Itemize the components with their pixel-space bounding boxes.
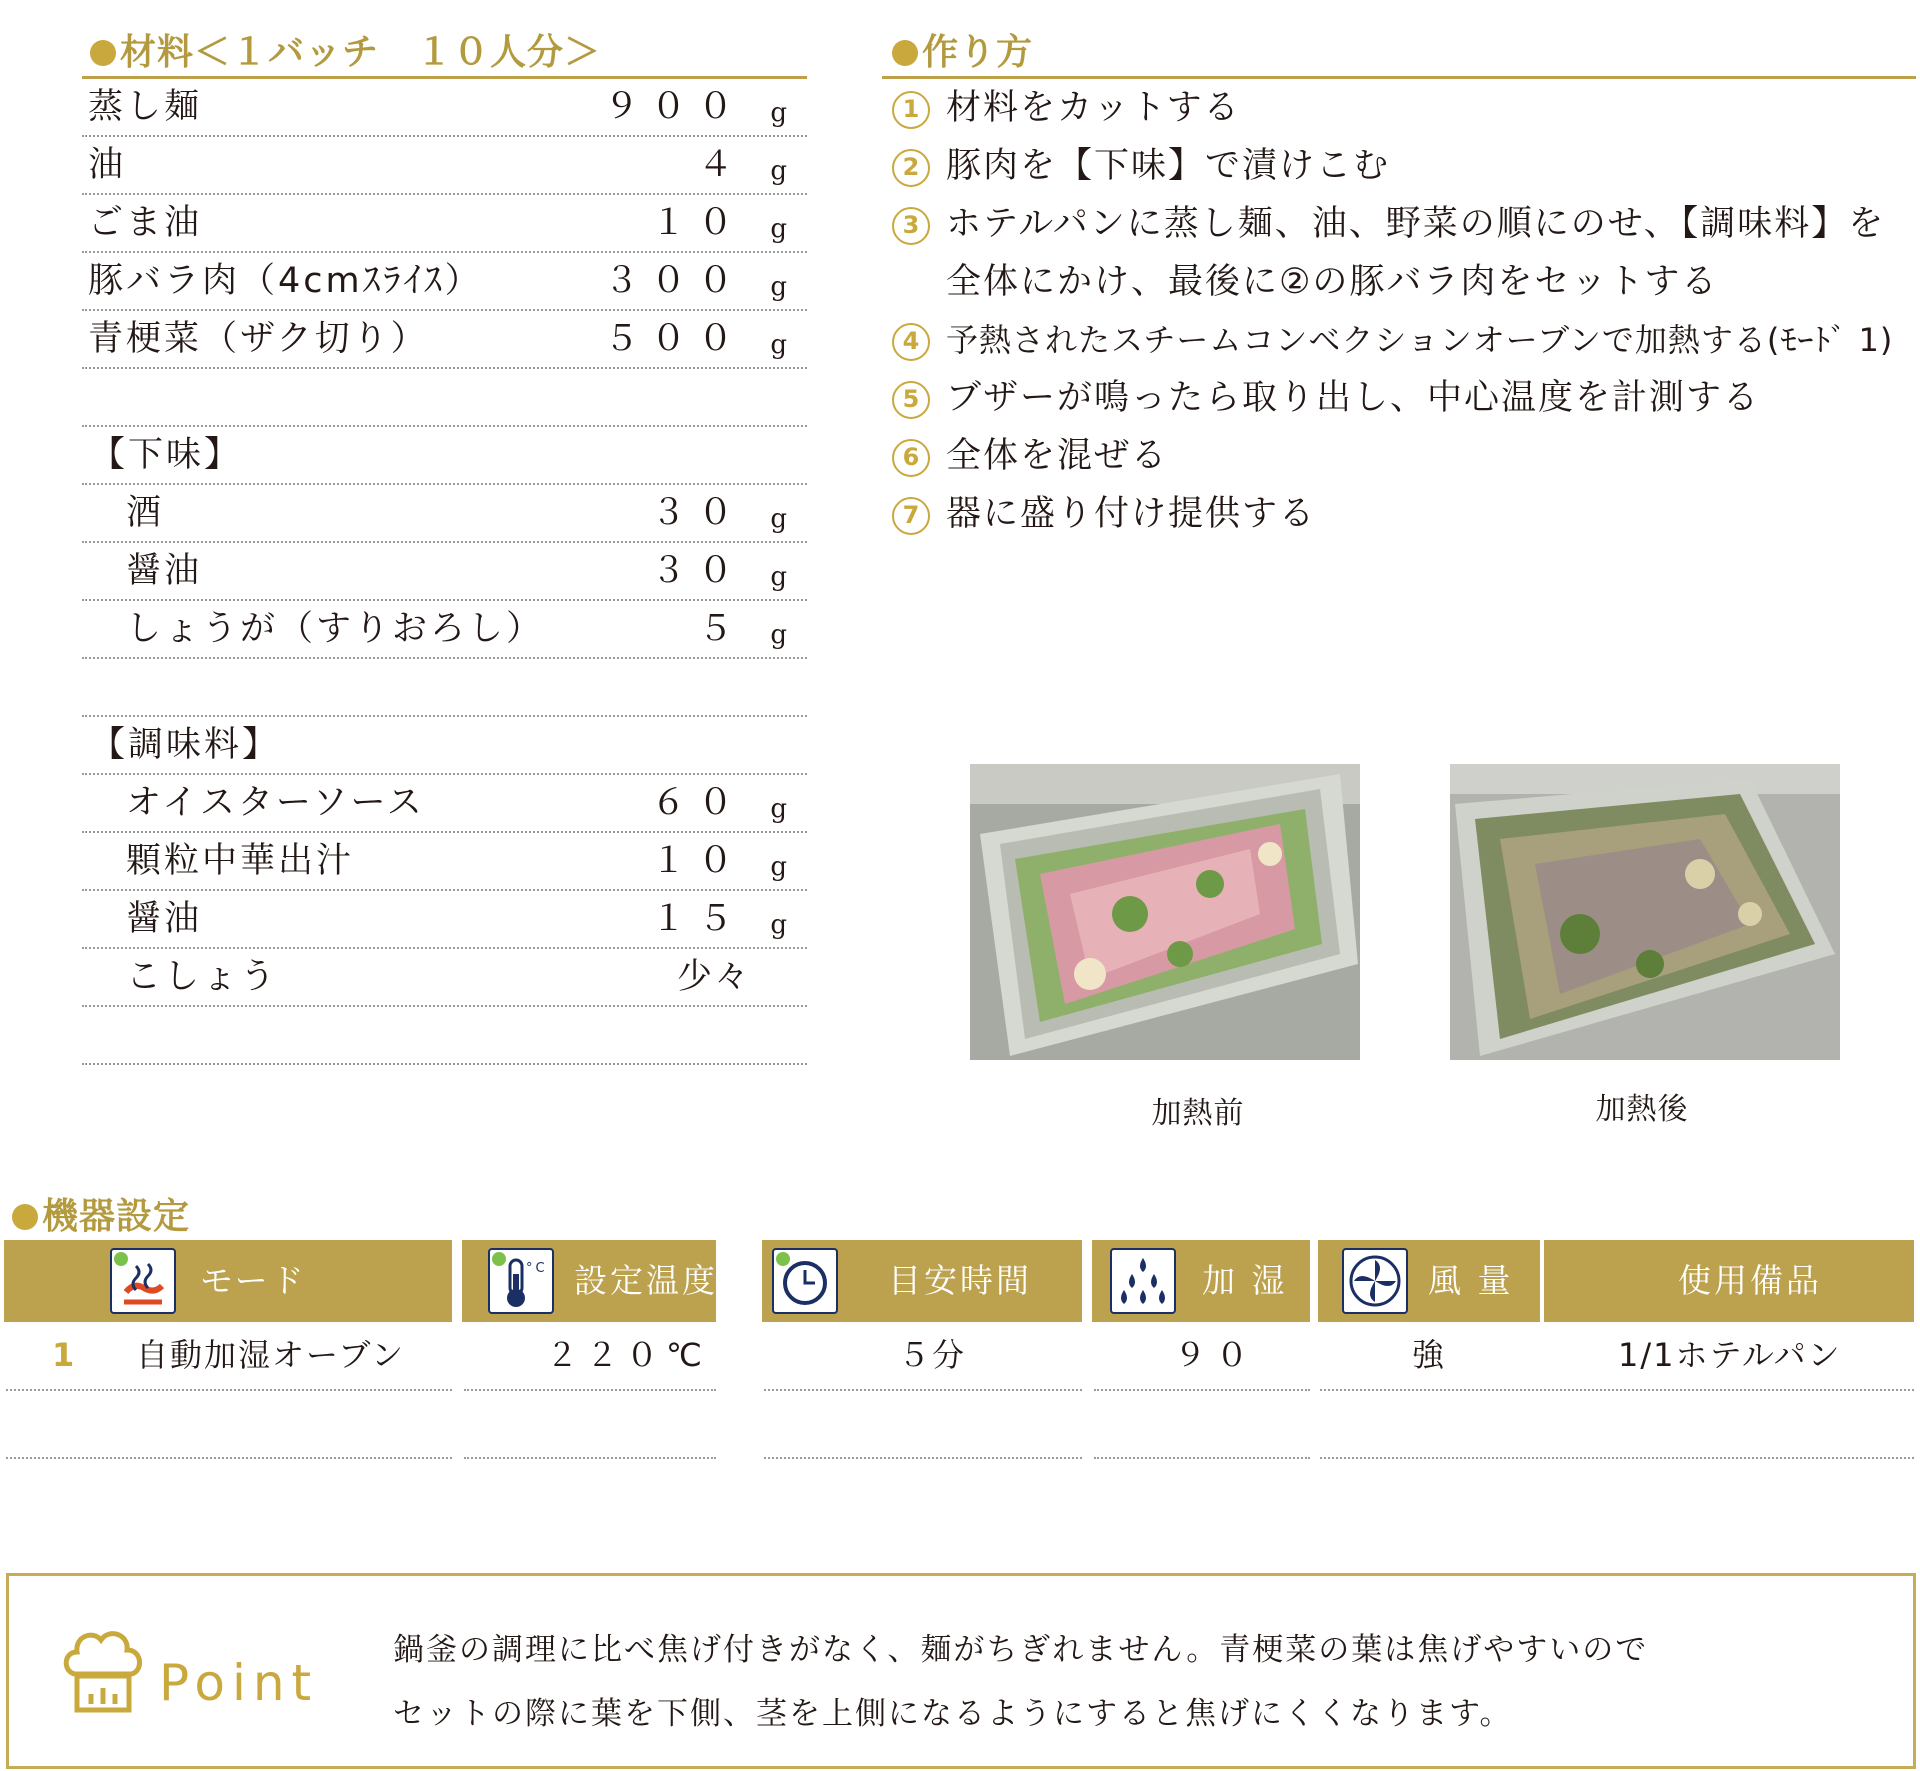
settings-divider [764,1457,1082,1459]
ingredient-row [82,311,807,369]
ingredient-unit: g [770,156,787,186]
settings-time-value: ５分 [898,1336,967,1374]
step-text: 全体を混ぜる [946,436,1169,476]
ingredient-amount: ４ [697,145,745,185]
ingredient-amount: ９００ [603,87,745,127]
ingredient-name: 青梗菜（ザク切り） [88,319,429,359]
ingredients-heading-text: 材料＜１バッチ １０人分＞ [120,32,602,73]
ingredient-unit: g [770,504,787,534]
method-step [882,195,1920,311]
ingredients-heading [90,30,807,76]
ingredient-amount: １０ [650,203,745,243]
ingredient-unit: g [770,98,787,128]
settings-humidity-value: ９０ [1174,1336,1259,1374]
step-number-circle: 3 [892,207,930,245]
settings-divider [764,1389,1082,1391]
settings-divider [1094,1457,1310,1459]
ingredient-amount: ６０ [650,783,745,823]
water-drops-icon [1110,1248,1176,1314]
ingredient-amount: 少々 [676,957,751,997]
thermometer-icon [488,1248,554,1314]
caption-before: 加熱前 [1151,1096,1245,1131]
chef-hat-icon [61,1622,145,1718]
ingredient-amount: ５ [697,609,745,649]
step-text: ホテルパンに蒸し麺、油、野菜の順にのせ、【調味料】を [946,204,1886,244]
ingredient-unit: g [770,214,787,244]
ingredient-name: 豚バラ肉（4cmｽﾗｲｽ） [88,261,483,301]
settings-row-index: 1 [52,1336,77,1374]
ingredient-amount: ３０ [650,551,745,591]
point-text-line-1: 鍋釜の調理に比べ焦げ付きがなく、麺がちぎれません。青梗菜の葉は焦げやすいので [393,1632,1649,1668]
header-humidity-label: 加 湿 [1202,1261,1288,1300]
step-number-circle: 2 [892,149,930,187]
ingredient-row [82,949,807,1007]
photo-after-image [1450,764,1840,1060]
settings-divider [6,1457,452,1459]
ingredient-row [82,195,807,253]
settings-fan-value: 強 [1412,1336,1447,1374]
settings-divider [1320,1457,1914,1459]
clock-icon [772,1248,838,1314]
ingredient-amount: １５ [650,899,745,939]
ingredient-unit: g [770,794,787,824]
ingredient-amount: ３００ [603,261,745,301]
step-text: 豚肉を【下味】で漬けこむ [946,146,1391,186]
ingredient-name: ごま油 [88,203,203,243]
settings-divider [1094,1389,1310,1391]
settings-temp-value: ２２０℃ [546,1336,710,1374]
header-time [762,1240,1082,1322]
step-text: 器に盛り付け提供する [946,494,1317,534]
method-step [882,79,1920,137]
method-section [882,30,1920,543]
ingredient-row [82,543,807,601]
ingredient-row [82,137,807,195]
method-step [882,485,1920,543]
ingredients-section [82,30,807,1065]
ingredient-row [82,485,807,543]
ingredient-name: こしょう [126,957,279,997]
bullet-dot-icon [892,40,918,66]
settings-divider [1320,1389,1914,1391]
step-number-circle: 7 [892,497,930,535]
ingredient-row [82,717,807,775]
step-number-circle: 6 [892,439,930,477]
ingredient-row-blank [82,1007,807,1065]
ingredient-row [82,833,807,891]
ingredient-amount: ３０ [650,493,745,533]
ingredient-unit: g [770,330,787,360]
step-text: 予熱されたスチームコンベクションオーブンで加熱する(ﾓｰﾄﾞ 1) [946,321,1894,359]
fan-icon [1342,1248,1408,1314]
header-fan-label: 風 量 [1428,1261,1514,1300]
step-number-circle: 5 [892,381,930,419]
ingredient-row [82,253,807,311]
ingredients-list [82,79,807,1065]
ingredient-name: 顆粒中華出汁 [126,841,355,881]
method-steps [882,79,1920,543]
photo-before-image [970,764,1360,1060]
ingredient-name: 醤油 [126,899,203,939]
step-text: 材料をカットする [946,88,1241,128]
settings-equipment-value: 1/1ホテルパン [1618,1336,1842,1374]
ingredient-name: 蒸し麺 [88,87,203,127]
header-mode-label: モード [200,1261,307,1300]
bullet-dot-icon [12,1204,38,1230]
method-step [882,137,1920,195]
point-text-line-2: セットの際に葉を下側、茎を上側になるようにすると焦げにくくなります。 [393,1696,1513,1732]
header-time-label: 目安時間 [888,1261,1032,1300]
point-label: Point [159,1654,319,1712]
ingredient-name: しょうが（すりおろし） [126,609,545,649]
ingredient-row [82,427,807,485]
ingredient-name: オイスターソース [126,783,425,823]
ingredient-unit: g [770,272,787,302]
ingredient-row [82,891,807,949]
header-temp [462,1240,716,1322]
ingredient-unit: g [770,562,787,592]
step-number-circle: 1 [892,91,930,129]
header-humidity [1092,1240,1310,1322]
settings-divider [6,1389,452,1391]
settings-heading [12,1188,190,1239]
header-mode [4,1240,452,1322]
ingredient-name: 酒 [126,493,165,533]
steam-oven-mode-icon [110,1248,176,1314]
method-step [882,369,1920,427]
ingredient-name: 油 [88,145,127,185]
ingredient-unit: g [770,910,787,940]
header-equipment-label: 使用備品 [1678,1261,1822,1300]
point-box [6,1573,1916,1769]
settings-mode-value: 自動加湿オーブン [136,1336,406,1374]
svg-text:°C: °C [526,1261,548,1276]
settings-heading-text: 機器設定 [42,1196,191,1237]
photo-after-cooking [1450,764,1840,1060]
ingredient-unit: g [770,620,787,650]
method-heading [892,30,1920,76]
step-text: 全体にかけ、最後に②の豚バラ肉をセットする [946,262,1719,302]
ingredient-section-title: 【下味】 [90,435,243,475]
ingredient-name: 醤油 [126,551,203,591]
step-number-circle: 4 [892,323,930,361]
method-heading-text: 作り方 [922,32,1034,73]
step-text: ブザーが鳴ったら取り出し、中心温度を計測する [946,378,1761,418]
header-equipment [1544,1240,1914,1322]
caption-after: 加熱後 [1595,1092,1689,1127]
ingredient-section-title: 【調味料】 [90,725,281,765]
ingredient-row-blank [82,659,807,717]
photo-before-cooking [970,764,1360,1060]
ingredient-row [82,79,807,137]
bullet-dot-icon [90,40,116,66]
header-temp-label: 設定温度 [574,1261,718,1300]
settings-divider [464,1457,716,1459]
header-fan [1318,1240,1540,1322]
ingredient-row-blank [82,369,807,427]
ingredient-unit: g [770,852,787,882]
ingredient-row [82,601,807,659]
ingredient-amount: １０ [650,841,745,881]
ingredient-amount: ５００ [603,319,745,359]
method-step [882,427,1920,485]
method-step [882,311,1920,369]
settings-divider [464,1389,716,1391]
ingredient-row [82,775,807,833]
